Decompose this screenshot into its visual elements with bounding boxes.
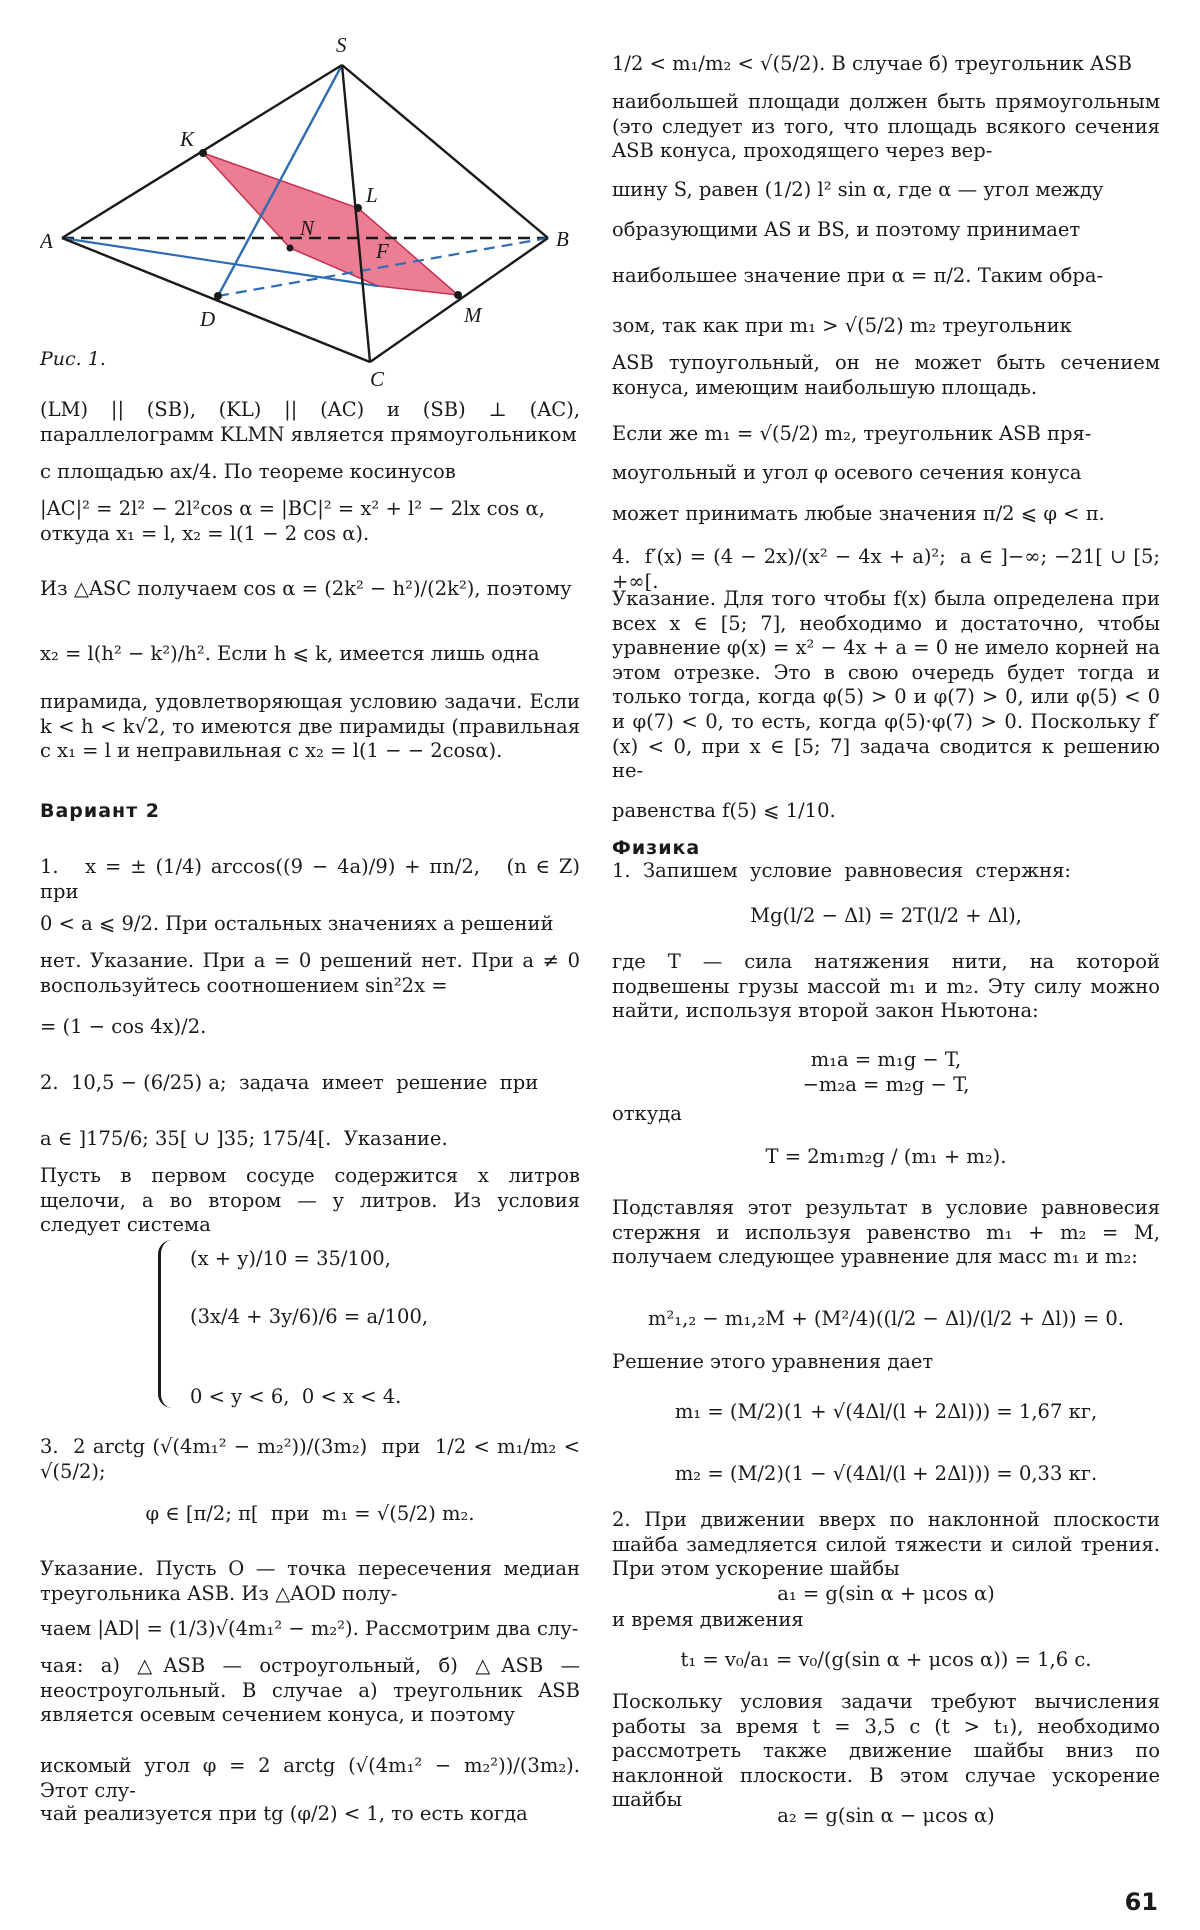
left-para-1: с площадью ax/4. По теореме косинусов: [40, 460, 456, 483]
right-para-9: может принимать любые значения π/2 ⩽ φ < π.: [612, 502, 1105, 525]
newton-eq-1: m₁a = m₁g − T,: [810, 1048, 962, 1071]
right-para-1: наибольшей площади должен быть прямоугольным (это следует из того, что площадь всякого сечения ASB конуса, проходящего через вер-: [612, 90, 1167, 163]
system-eq-2: (3x/4 + 3y/6)/6 = a/100,: [190, 1305, 429, 1328]
label-n: N: [300, 216, 315, 240]
right-para-30: Поскольку условия задачи требуют вычисления работы за время t = 3,5 с (t > t₁), необходимо рассмотреть также движение шайбы вниз по наклонной плоскости. В этом случае ускорение шайбы: [612, 1690, 1167, 1812]
mass-solution-2: m₂ = (M/2)(1 − √(4Δl/(l + 2Δl))) = 0,33 кг.: [674, 1462, 1098, 1485]
newton-eq-2: −m₂a = m₂g − T,: [802, 1073, 970, 1096]
right-para-16: где T — сила натяжения нити, на которой подвешены грузы массой m₁ и m₂. Эту силу можно найти, используя второй закон Ньютона:: [612, 950, 1167, 1023]
label-d: D: [200, 307, 216, 331]
left-para-19: φ ∈ [π/2; π[ при m₁ = √(5/2) m₂.: [145, 1502, 475, 1525]
right-para-5: зом, так как при m₁ > √(5/2) m₂ треугольник: [612, 314, 1072, 337]
system-eq-1: (x + y)/10 = 35/100,: [190, 1247, 391, 1270]
right-para-3: образующими AS и BS, и поэтому принимает: [612, 218, 1081, 241]
label-c: C: [370, 367, 385, 390]
left-para-4: Из △ASC получаем cos α = (2k² − h²)/(2k²), поэтому: [40, 577, 572, 600]
point-l: [354, 204, 362, 212]
left-para-10: нет. Указание. При a = 0 решений нет. При a ≠ 0 воспользуйтесь соотношением sin²2x =: [40, 949, 587, 997]
page-number: 61: [1124, 1888, 1158, 1916]
equilibrium-equation: Mg(l/2 − Δl) = 2T(l/2 + Δl),: [750, 904, 1022, 927]
right-para-2: шину S, равен (1/2) l² sin α, где α — угол между: [612, 178, 1104, 201]
right-para-8: моугольный и угол φ осевого сечения конуса: [612, 461, 1082, 484]
left-task-1: 1. x = ± (1/4) arccos((9 − 4a)/9) + πn/2, (n ∈ Z) при: [40, 855, 599, 903]
left-para-23: искомый угол φ = 2 arctg (√(4m₁² − m₂²))/(3m₂). Этот слу-: [40, 1754, 587, 1802]
section-heading-physics: Физика: [612, 837, 701, 859]
time-formula: t₁ = v₀/a₁ = v₀/(g(sin α + μcos α)) = 1,6 с.: [680, 1648, 1092, 1671]
tension-formula: T = 2m₁m₂g / (m₁ + m₂).: [765, 1145, 1007, 1168]
right-para-23: Решение этого уравнения дает: [612, 1350, 934, 1373]
mass-equation: m²₁,₂ − m₁,₂M + (M²/4)((l/2 − Δl)/(l/2 + Δl)) = 0.: [648, 1307, 1124, 1330]
right-para-21: Подставляя этот результат в условие равновесия стержня и используя равенство m₁ + m₂ = M, получаем следующее уравнение для масс m₁ и m₂:: [612, 1196, 1167, 1269]
right-para-0: 1/2 < m₁/m₂ < √(5/2). В случае б) треугольник ASB: [612, 52, 1132, 75]
left-para-3: откуда x₁ = l, x₂ = l(1 − 2 cos α).: [40, 522, 370, 545]
system-brace: [158, 1240, 183, 1408]
right-para-11: Указание. Для того чтобы f(x) была определена при всех x ∈ [5; 7], необходимо и достаточно, чтобы уравнение φ(x) = x² − 4x + a = 0 не имело корней на этом отрезке. Это в свою очередь будет тогда и только тогда, когда φ(5) > 0 и φ(7) > 0, или φ(5) < 0 и φ(7) < 0, то есть, когда φ(5)·φ(7) > 0. Поскольку f′(x) < 0, при x ∈ [5; 7] задача сводится к решению не-: [612, 587, 1167, 783]
physics-task-2: 2. При движении вверх по наклонной плоскости шайба замедляется силой тяжести и силой трения. При этом ускорение шайбы: [612, 1508, 1167, 1581]
label-b: B: [556, 227, 569, 251]
pyramid-diagram: [40, 30, 600, 390]
label-f: F: [376, 239, 389, 263]
label-l: L: [366, 183, 378, 207]
pyramid-figure: [40, 30, 600, 390]
left-para-6: пирамида, удовлетворяющая условию задачи. Если k < h < k√2, то имеются две пирамиды (правильная с x₁ = l и неправильная с x₂ = l(1 − − 2cosα).: [40, 690, 587, 763]
label-m: M: [464, 303, 482, 327]
right-task-4: 4. f′(x) = (4 − 2x)/(x² − 4x + a)²; a ∈ ]−∞; −21[ ∪ [5; +∞[.: [612, 545, 1167, 593]
right-para-19: откуда: [612, 1102, 682, 1125]
figure-caption: Рис. 1.: [40, 348, 106, 370]
left-para-24: чай реализуется при tg (φ/2) < 1, то есть когда: [40, 1802, 528, 1825]
label-k: K: [180, 127, 195, 151]
point-d: [214, 292, 222, 300]
system-eq-3: 0 < y < 6, 0 < x < 4.: [190, 1385, 402, 1408]
right-para-12: равенства f(5) ⩽ 1/10.: [612, 799, 836, 822]
right-para-6: ASB тупоугольный, он не может быть сечением конуса, имеющим наибольшую площадь.: [612, 351, 1167, 399]
left-para-5: x₂ = l(h² − k²)/h². Если h ⩽ k, имеется лишь одна: [40, 642, 540, 665]
left-para-20: Указание. Пусть O — точка пересечения медиан треугольника ASB. Из △AOD полу-: [40, 1557, 587, 1605]
point-k: [199, 149, 207, 157]
mass-solution-1: m₁ = (M/2)(1 + √(4Δl/(l + 2Δl))) = 1,67 кг,: [674, 1400, 1098, 1423]
acceleration-up: a₁ = g(sin α + μcos α): [777, 1582, 995, 1605]
physics-task-1: 1. Запишем условие равновесия стержня:: [612, 859, 1071, 882]
right-para-28: и время движения: [612, 1608, 804, 1631]
label-s: S: [336, 33, 347, 57]
section-heading-variant: Вариант 2: [40, 800, 161, 822]
left-para-11: = (1 − cos 4x)/2.: [40, 1015, 207, 1038]
point-m: [454, 291, 462, 299]
right-para-4: наибольшее значение при α = π/2. Таким обра-: [612, 264, 1104, 287]
left-task-2: 2. 10,5 − (6/25) a; задача имеет решение при: [40, 1071, 539, 1094]
left-para-2: |AC|² = 2l² − 2l²cos α = |BC|² = x² + l² − 2lx cos α,: [40, 497, 545, 520]
point-n: [287, 245, 294, 252]
left-para-22: чая: а) △ASB — остроугольный, б) △ASB — неостроугольный. В случае а) треугольник ASB является осевым сечением конуса, и поэтому: [40, 1654, 587, 1727]
left-para-0: (LM) || (SB), (KL) || (AC) и (SB) ⊥ (AC), параллелограмм KLMN является прямоугольником: [40, 398, 587, 446]
label-a: A: [40, 229, 53, 253]
left-para-9: 0 < a ⩽ 9/2. При остальных значениях a решений: [40, 912, 554, 935]
acceleration-down: a₂ = g(sin α − μcos α): [777, 1804, 995, 1827]
left-para-21: чаем |AD| = (1/3)√(4m₁² − m₂²). Рассмотрим два слу-: [40, 1617, 579, 1640]
section-klmn: [203, 153, 458, 295]
edge-sb: [342, 65, 548, 238]
right-para-7: Если же m₁ = √(5/2) m₂, треугольник ASB пря-: [612, 422, 1092, 445]
left-para-14: Пусть в первом сосуде содержится x литров щелочи, а во втором — y литров. Из условия следует система: [40, 1164, 587, 1237]
left-task-3: 3. 2 arctg (√(4m₁² − m₂²))/(3m₂) при 1/2 < m₁/m₂ < √(5/2);: [40, 1435, 587, 1483]
left-para-13: a ∈ ]175/6; 35[ ∪ ]35; 175/4[. Указание.: [40, 1127, 448, 1150]
